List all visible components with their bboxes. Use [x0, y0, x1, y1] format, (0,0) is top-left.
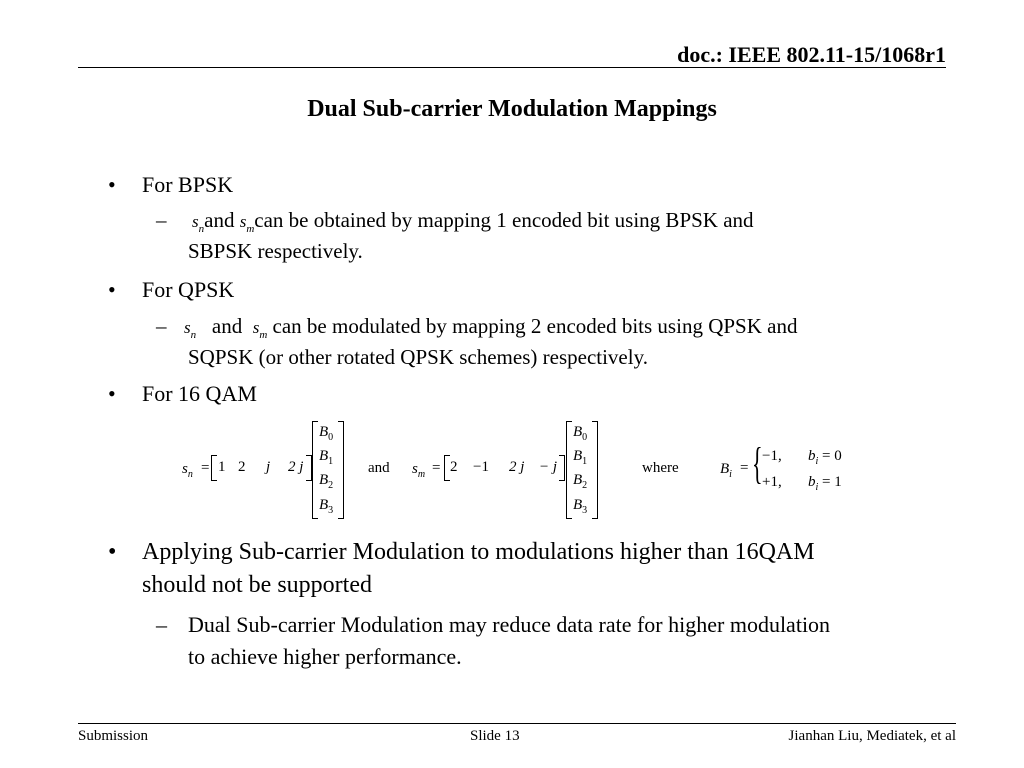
bullet-bpsk-text: For BPSK — [142, 172, 234, 197]
b-column-vector — [312, 421, 344, 519]
bullet-dot: • — [108, 277, 116, 302]
var-s: s — [184, 318, 191, 337]
sn-equals: = — [201, 460, 210, 476]
sub-bullet-qpsk-text: can be modulated by mapping 2 encoded bits using QPSK and — [272, 314, 798, 338]
sn-elem: 1 — [218, 459, 226, 475]
and-word: and — [211, 314, 243, 338]
sn-lhs: $s_n$ — [182, 461, 193, 480]
sn-row-vector — [211, 455, 312, 481]
sub-bullet-qpsk-line2: SQPSK (or other rotated QPSK schemes) respectively. — [188, 345, 648, 369]
sm-elem: 2 j — [509, 459, 525, 475]
cases-brace: { — [752, 439, 763, 488]
sub-bullet-higher-modulation-line1: Dual Sub-carrier Modulation may reduce data rate for higher modulation — [188, 612, 831, 637]
bullet-dot: • — [108, 381, 116, 406]
b-elem: $B_2$ — [573, 472, 588, 491]
bullet-dot: • — [108, 172, 116, 197]
var-sub-m: m — [246, 223, 255, 236]
sn-elem: 2 j — [288, 459, 304, 475]
b-elem: $B_1$ — [319, 448, 334, 467]
var-s: s — [252, 318, 260, 337]
bullet-16qam-text: For 16 QAM — [142, 381, 257, 406]
var-sub-n: n — [190, 329, 197, 342]
var-s: s — [192, 212, 199, 231]
var-s: s — [239, 212, 247, 231]
b-elem: $B_1$ — [573, 448, 588, 467]
b-elem: $B_0$ — [573, 424, 588, 443]
case2-condition: $b_i = 1$ — [808, 474, 842, 493]
b-elem: $B_3$ — [319, 497, 334, 516]
and-word: and — [368, 460, 390, 476]
sub-bullet-qpsk-line1 — [184, 314, 797, 341]
sub-bullet-bpsk-text: can be obtained by mapping 1 encoded bit using BPSK and — [254, 208, 754, 232]
sm-row-vector — [444, 455, 565, 481]
where-word: where — [642, 460, 679, 476]
bullet-dot: • — [108, 539, 117, 565]
b-column-vector — [566, 421, 598, 519]
sub-bullet-higher-modulation-line2: to achieve higher performance. — [188, 644, 462, 669]
bi-lhs: $B_i$ — [720, 461, 732, 480]
footer-slide-number: Slide 13 — [470, 728, 520, 744]
sn-elem: 2 — [238, 459, 246, 475]
sm-elem: − j — [539, 459, 558, 475]
footer-submission: Submission — [78, 728, 149, 744]
slide-title: Dual Sub-carrier Modulation Mappings — [307, 96, 717, 122]
b-elem: $B_0$ — [319, 424, 334, 443]
sub-bullet-bpsk-line2: SBPSK respectively. — [188, 239, 363, 263]
sm-elem: 2 — [450, 459, 458, 475]
dash-marker: – — [156, 314, 167, 338]
case1-condition: $b_i = 0$ — [808, 448, 842, 467]
footer-divider — [78, 723, 956, 724]
sm-lhs: $s_m$ — [412, 461, 426, 480]
b-elem: $B_3$ — [573, 497, 588, 516]
sm-elem: −1 — [473, 459, 489, 475]
bullet-higher-modulation-line2: should not be supported — [142, 572, 372, 598]
var-sub-m: m — [259, 329, 268, 342]
bullet-qpsk-text: For QPSK — [142, 277, 235, 302]
var-sub-n: n — [198, 223, 205, 236]
header-divider — [78, 67, 946, 68]
footer-author: Jianhan Liu, Mediatek, et al — [788, 728, 956, 744]
dash-marker: – — [156, 612, 167, 637]
dash-marker: – — [156, 208, 167, 232]
sm-equals: = — [432, 460, 441, 476]
case2-value: +1, — [762, 474, 782, 490]
document-id: doc.: IEEE 802.11-15/1068r1 — [677, 42, 946, 67]
sub-bullet-bpsk-line1 — [192, 208, 754, 235]
b-elem: $B_2$ — [319, 472, 334, 491]
and-word: and — [204, 208, 235, 232]
bi-equals: = — [740, 460, 749, 476]
sn-elem: j — [266, 459, 271, 475]
bullet-higher-modulation-line1: Applying Sub-carrier Modulation to modulations higher than 16QAM — [142, 539, 815, 565]
case1-value: −1, — [762, 448, 782, 464]
